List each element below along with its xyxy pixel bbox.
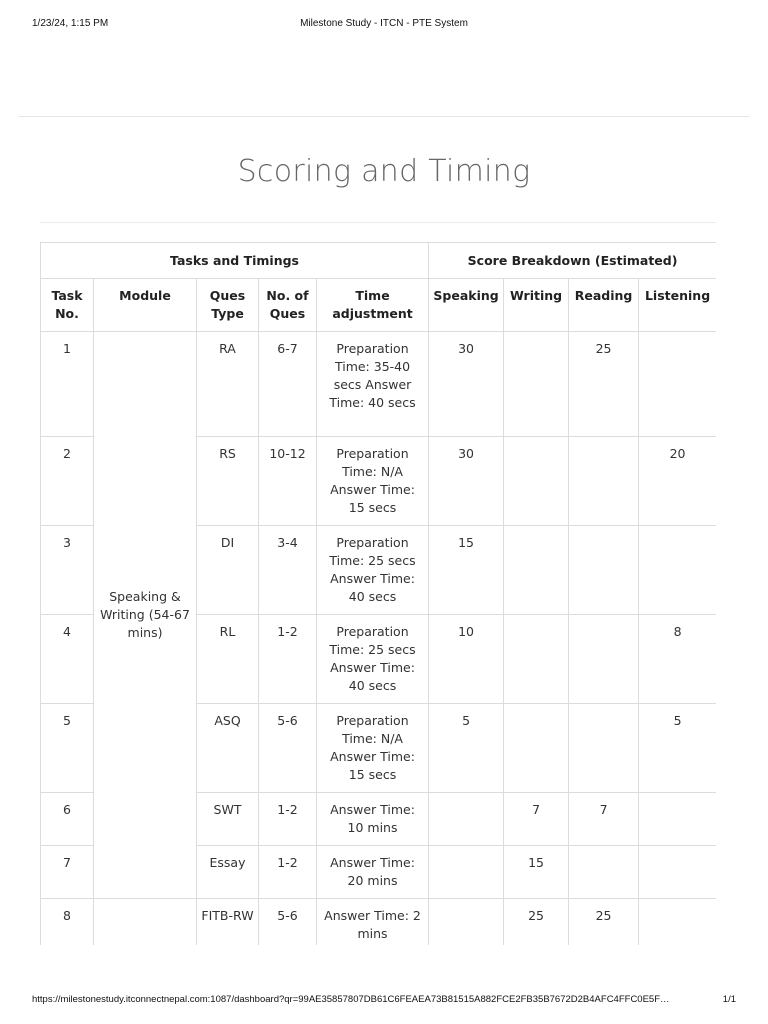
ques-type-cell: RS <box>197 437 259 526</box>
task-no-cell: 2 <box>41 437 94 526</box>
speaking-score-cell <box>429 899 504 946</box>
task-no-cell: 4 <box>41 615 94 704</box>
time-adjustment-cell: Preparation Time: N/A Answer Time: 15 secs <box>317 704 429 793</box>
print-url: https://milestonestudy.itconnectnepal.com:1087/dashboard?qr=99AE35857807DB61C6FEAEA73B81515A882FCE2FB35B7672D2B4AFC4FFC0E5F… <box>32 994 670 1005</box>
task-no-cell: 7 <box>41 846 94 899</box>
listening-score-cell <box>639 332 716 437</box>
writing-score-cell <box>504 332 569 437</box>
ques-type-cell: DI <box>197 526 259 615</box>
task-no-cell: 6 <box>41 793 94 846</box>
table-group-header-row <box>41 243 717 279</box>
speaking-score-cell: 5 <box>429 704 504 793</box>
listening-score-cell: 20 <box>639 437 716 526</box>
group-header-scores: Score Breakdown (Estimated) <box>429 243 716 279</box>
reading-score-cell <box>569 526 639 615</box>
ques-type-cell: RL <box>197 615 259 704</box>
reading-score-cell <box>569 615 639 704</box>
column-header-module: Module <box>94 279 197 332</box>
ques-type-cell: Essay <box>197 846 259 899</box>
reading-score-cell: 25 <box>569 899 639 946</box>
task-no-cell: 1 <box>41 332 94 437</box>
top-divider <box>18 116 750 117</box>
no-of-ques-cell: 1-2 <box>259 846 317 899</box>
module-cell-speaking-writing: Speaking & Writing (54-67 mins) <box>94 332 197 899</box>
time-adjustment-cell: Preparation Time: 25 secs Answer Time: 40 secs <box>317 526 429 615</box>
no-of-ques-cell: 1-2 <box>259 615 317 704</box>
title-divider <box>40 222 716 223</box>
writing-score-cell <box>504 704 569 793</box>
writing-score-cell: 25 <box>504 899 569 946</box>
no-of-ques-cell: 1-2 <box>259 793 317 846</box>
ques-type-cell: ASQ <box>197 704 259 793</box>
task-no-cell: 3 <box>41 526 94 615</box>
column-header-speaking: Speaking <box>429 279 504 332</box>
writing-score-cell: 7 <box>504 793 569 846</box>
scoring-table-container <box>40 242 716 945</box>
time-adjustment-cell: Answer Time: 10 mins <box>317 793 429 846</box>
print-document-title: Milestone Study - ITCN - PTE System <box>300 18 468 29</box>
task-no-cell: 8 <box>41 899 94 946</box>
listening-score-cell <box>639 526 716 615</box>
page-title: Scoring and Timing <box>237 154 531 189</box>
print-header <box>32 18 736 32</box>
column-header-task-no: Task No. <box>41 279 94 332</box>
writing-score-cell <box>504 526 569 615</box>
reading-score-cell <box>569 437 639 526</box>
speaking-score-cell: 10 <box>429 615 504 704</box>
no-of-ques-cell: 5-6 <box>259 899 317 946</box>
column-header-listening: Listening <box>639 279 716 332</box>
task-no-cell: 5 <box>41 704 94 793</box>
column-header-ques-type: Ques Type <box>197 279 259 332</box>
listening-score-cell <box>639 899 716 946</box>
module-cell-empty <box>94 899 197 946</box>
reading-score-cell: 7 <box>569 793 639 846</box>
speaking-score-cell <box>429 846 504 899</box>
table-column-header-row <box>41 279 717 332</box>
time-adjustment-cell: Answer Time: 2 mins <box>317 899 429 946</box>
time-adjustment-cell: Preparation Time: N/A Answer Time: 15 secs <box>317 437 429 526</box>
table-row <box>41 899 717 946</box>
no-of-ques-cell: 5-6 <box>259 704 317 793</box>
ques-type-cell: FITB-RW <box>197 899 259 946</box>
ques-type-cell: SWT <box>197 793 259 846</box>
time-adjustment-cell: Preparation Time: 25 secs Answer Time: 40 secs <box>317 615 429 704</box>
time-adjustment-cell: Answer Time: 20 mins <box>317 846 429 899</box>
column-header-writing: Writing <box>504 279 569 332</box>
table-row <box>41 332 717 437</box>
speaking-score-cell: 15 <box>429 526 504 615</box>
writing-score-cell <box>504 437 569 526</box>
no-of-ques-cell: 10-12 <box>259 437 317 526</box>
time-adjustment-cell: Preparation Time: 35-40 secs Answer Time: 40 secs <box>317 332 429 437</box>
listening-score-cell: 5 <box>639 704 716 793</box>
listening-score-cell <box>639 793 716 846</box>
ques-type-cell: RA <box>197 332 259 437</box>
reading-score-cell: 25 <box>569 332 639 437</box>
speaking-score-cell: 30 <box>429 332 504 437</box>
speaking-score-cell: 30 <box>429 437 504 526</box>
listening-score-cell: 8 <box>639 615 716 704</box>
print-page-number: 1/1 <box>722 994 736 1005</box>
print-datetime: 1/23/24, 1:15 PM <box>32 18 109 29</box>
group-header-tasks: Tasks and Timings <box>41 243 429 279</box>
no-of-ques-cell: 3-4 <box>259 526 317 615</box>
column-header-no-of-ques: No. of Ques <box>259 279 317 332</box>
writing-score-cell <box>504 615 569 704</box>
column-header-reading: Reading <box>569 279 639 332</box>
no-of-ques-cell: 6-7 <box>259 332 317 437</box>
scoring-timing-table <box>40 242 716 945</box>
reading-score-cell <box>569 846 639 899</box>
speaking-score-cell <box>429 793 504 846</box>
listening-score-cell <box>639 846 716 899</box>
print-footer <box>32 994 736 1008</box>
reading-score-cell <box>569 704 639 793</box>
column-header-time-adjustment: Time adjustment <box>317 279 429 332</box>
writing-score-cell: 15 <box>504 846 569 899</box>
